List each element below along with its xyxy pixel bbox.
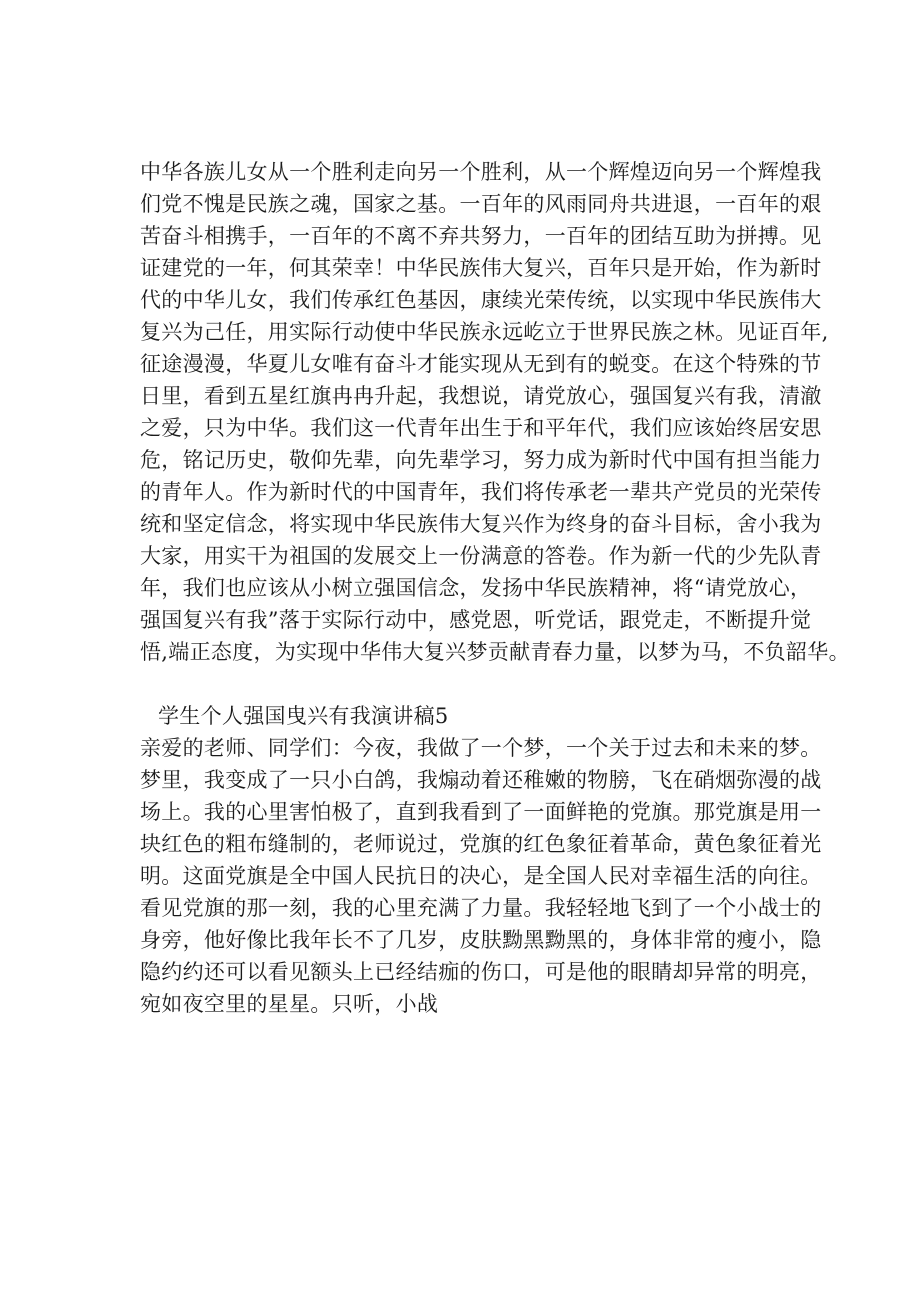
text-line: 年，我们也应该从小树立强国信念，发扬中华民族精神，将“请党放心， xyxy=(140,576,812,600)
text-line: 大家，用实干为祖国的发展交上一份满意的答卷。作为新一代的少先队青 xyxy=(140,544,822,568)
body-paragraph-1 xyxy=(140,156,850,668)
text-line: 们党不愧是民族之魂，国家之基。一百年的风雨同舟共进退，一百年的艰 xyxy=(140,192,822,216)
heading-text: 学生个人强国曳兴有我演讲稿5 xyxy=(158,704,449,728)
text-line: 征途漫漫，华夏儿女唯有奋斗才能实现从无到有的蜕变。在这个特殊的节 xyxy=(140,352,822,376)
text-line: 悟,端正态度，为实现中华伟大复兴梦贡献青春力量，以梦为马，不负韶华。 xyxy=(140,640,850,664)
text-line: 证建党的一年，何其荣幸！中华民族伟大复兴，百年只是开始，作为新时 xyxy=(140,256,822,280)
section-heading xyxy=(158,700,813,732)
text-line: 的青年人。作为新时代的中国青年，我们将传承老一辈共产党员的光荣传 xyxy=(140,480,822,504)
text-line: 复兴为己任，用实际行动使中华民族永远屹立于世界民族之林。见证百年, xyxy=(140,320,829,344)
text-line: 之爱，只为中华。我们这一代青年出生于和平年代，我们应该始终居安思 xyxy=(140,416,822,440)
text-line: 强国复兴有我”落于实际行动中，感党恩，听党话，跟党走，不断提升觉 xyxy=(140,608,812,632)
text-line: 统和坚定信念，将实现中华民族伟大复兴作为终身的奋斗目标，舍小我为 xyxy=(140,512,822,536)
text-line: 场上。我的心里害怕极了，直到我看到了一面鲜艳的党旗。那党旗是用一 xyxy=(140,800,822,824)
text-line: 中华各族儿女从一个胜利走向另一个胜利，从一个辉煌迈向另一个辉煌我 xyxy=(140,160,822,184)
text-line: 明。这面党旗是全中国人民抗日的决心，是全国人民对幸福生活的向往。 xyxy=(140,864,822,888)
text-line: 日里，看到五星红旗冉冉升起，我想说，请党放心，强国复兴有我，清澈 xyxy=(140,384,822,408)
text-line: 代的中华儿女，我们传承红色基因，康续光荣传统，以实现中华民族伟大 xyxy=(140,288,822,312)
text-line: 亲爱的老师、同学们：今夜，我做了一个梦，一个关于过去和未来的梦。 xyxy=(140,736,822,760)
text-line: 块红色的粗布缝制的，老师说过，党旗的红色象征着革命，黄色象征着光 xyxy=(140,832,822,856)
text-line: 身旁，他好像比我年长不了几岁，皮肤黝黑黝黑的，身体非常的瘦小，隐 xyxy=(140,928,822,952)
text-line: 隐约约还可以看见额头上已经结痂的伤口，可是他的眼睛却异常的明亮， xyxy=(140,960,822,984)
body-paragraph-2 xyxy=(140,732,822,1020)
text-line: 危，铭记历史，敬仰先辈，向先辈学习，努力成为新时代中国有担当能力 xyxy=(140,448,822,472)
text-line: 苦奋斗相携手，一百年的不离不弃共努力，一百年的团结互助为拼搏。见 xyxy=(140,224,822,248)
text-line: 宛如夜空里的星星。只听，小战 xyxy=(140,992,439,1016)
text-line: 看见党旗的那一刻，我的心里充满了力量。我轻轻地飞到了一个小战士的 xyxy=(140,896,822,920)
text-line: 梦里，我变成了一只小白鸽，我煽动着还稚嫩的物膀，飞在硝烟弥漫的战 xyxy=(140,768,822,792)
